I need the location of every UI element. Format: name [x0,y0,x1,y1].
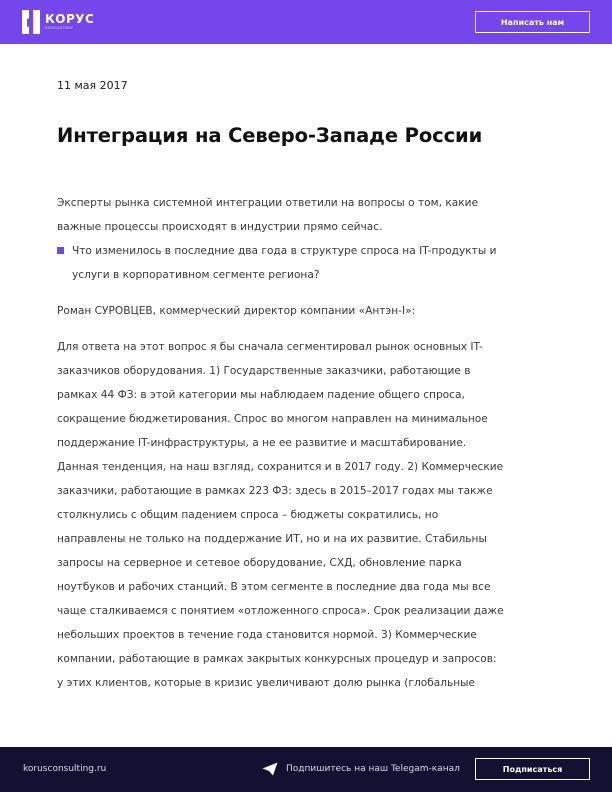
body-line: у этих клиентов, которые в кризис увеличивают долю рынка (глобальные [57,677,476,689]
question-line: Что изменилось в последние два года в структуре спроса на IT-продукты и [72,245,497,257]
body-line: сокращение бюджетирования. Спрос во многом направлен на минимальное [57,413,488,425]
logo-subtitle: КОНСАЛТИНГ [45,26,74,31]
body-line: компании, работающие в рамках закрытых конкурсных процедур и запросов: [57,653,497,665]
logo-name: КОРУС [45,12,95,27]
logo-text [45,13,94,31]
body-line: небольших проектов в течение года становится нормой. 3) Коммерческие [57,629,477,641]
answer-paragraph [57,335,557,695]
body-line: заказчиков оборудования. 1) Государственные заказчики, работающие в [57,365,471,377]
body-line: столкнулись с общим падением спроса – бюджеты сократились, но [57,509,439,521]
body-line: направлены не только на поддержание ИТ, но и на их развитие. Стабильны [57,533,487,545]
telegram-subscribe-text[interactable]: Подпишитесь на наш Telegam-канал [286,764,460,774]
body-line: ноутбуков и рабочих станций. В этом сегменте в последние два года мы все [57,581,491,593]
header [0,0,612,44]
logo-mark-icon [22,10,40,34]
intro-line: важные процессы происходят в индустрии прямо сейчас. [57,221,383,233]
article-date: 11 мая 2017 [57,79,128,92]
article-title: Интеграция на Северо-Западе России [57,124,483,147]
write-us-button[interactable]: Написать нам [475,11,590,33]
subscribe-button[interactable]: Подписаться [475,758,590,780]
body-line: запросы на серверное и сетевое оборудование, СХД, обновление парка [57,557,462,569]
author-line [57,299,557,323]
site-link[interactable]: korusconsulting.ru [23,764,107,774]
body-line: Для ответа на этот вопрос я бы сначала сегментировал рынок основных IT- [57,341,483,353]
question-line: услуги в корпоративном сегменте региона? [72,269,320,281]
body-line: рамках 44 ФЗ: в этой категории мы наблюдаем падение общего спроса, [57,389,465,401]
body-line: заказчики, работающие в рамках 223 ФЗ: здесь в 2015–2017 годах мы также [57,485,493,497]
body-line: чаще сталкиваемся с понятием «отложенного спроса». Срок реализации даже [57,605,504,617]
bullet-square-icon [57,247,64,254]
footer [0,747,612,792]
author-text: Роман СУРОВЦЕВ, коммерческий директор компании «Антэн-I»: [57,305,416,317]
paper-plane-icon[interactable] [262,762,278,776]
body-line: Данная тенденция, на наш взгляд, сохранится и в 2017 году. 2) Коммерческие [57,461,504,473]
intro-paragraph [57,191,557,239]
intro-line: Эксперты рынка системной интеграции ответили на вопросы о том, какие [57,197,479,209]
body-line: поддержание IT-инфраструктуры, а не ее развитие и масштабирование. [57,437,467,449]
logo[interactable] [22,10,94,34]
